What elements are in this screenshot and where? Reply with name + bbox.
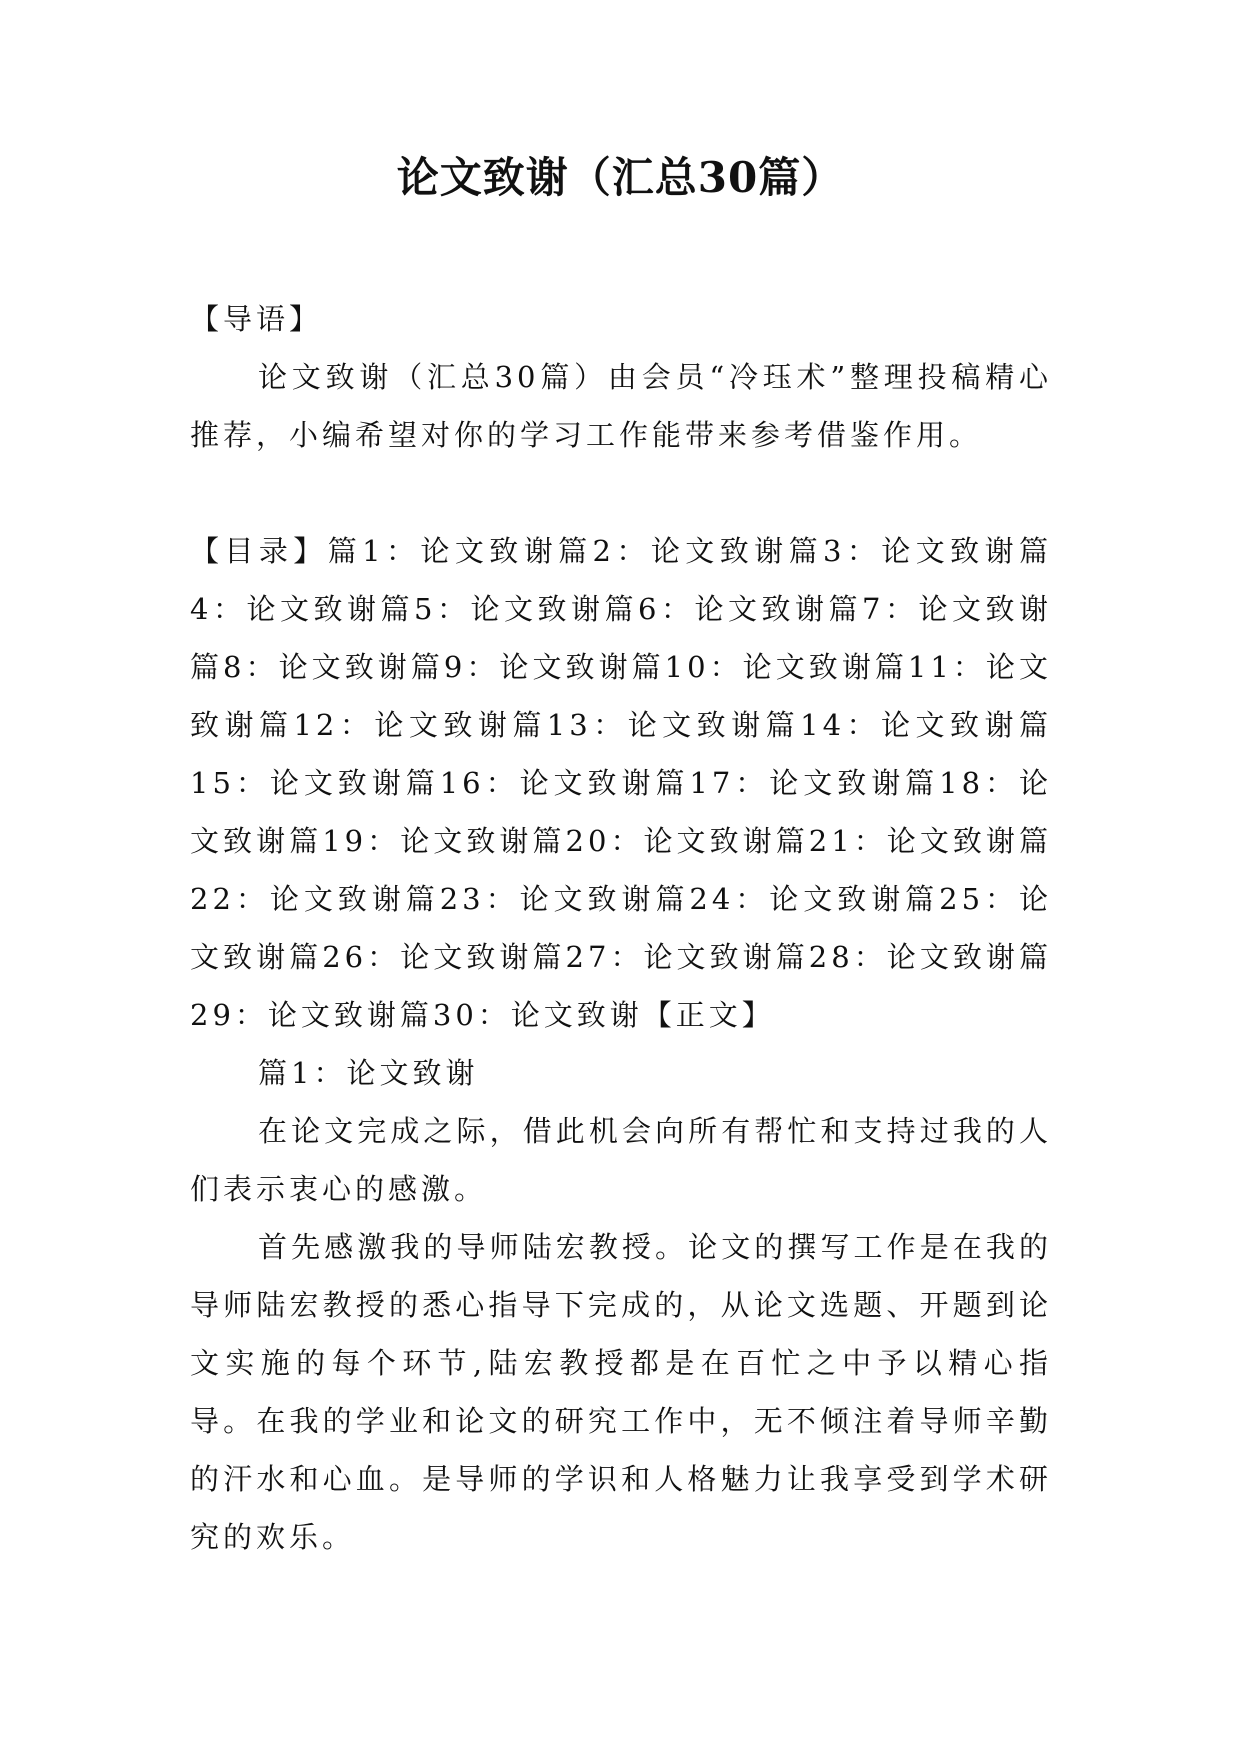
body-paragraph-1: 在论文完成之际，借此机会向所有帮忙和支持过我的人们表示衷心的感激。	[190, 1114, 1052, 1206]
intro-heading: 【导语】	[190, 302, 323, 336]
document-body	[190, 290, 1052, 1566]
table-of-contents: 【目录】篇1：论文致谢篇2：论文致谢篇3：论文致谢篇4：论文致谢篇5：论文致谢篇6：论文致谢篇7：论文致谢篇8：论文致谢篇9：论文致谢篇10：论文致谢篇11：论文致谢篇12：论文致谢篇13：论文致谢篇14：论文致谢篇15：论文致谢篇16：论文致谢篇17：论文致谢篇18：论文致谢篇19：论文致谢篇20：论文致谢篇21：论文致谢篇22：论文致谢篇23：论文致谢篇24：论文致谢篇25：论文致谢篇26：论文致谢篇27：论文致谢篇28：论文致谢篇29：论文致谢篇30：论文致谢【正文】	[190, 534, 1052, 1032]
document-title: 论文致谢（汇总30篇）	[396, 153, 845, 202]
section-heading: 篇1：论文致谢	[258, 1056, 479, 1090]
paragraph-spacer	[190, 464, 1052, 522]
intro-paragraph: 论文致谢（汇总30篇）由会员“冷珏术”整理投稿精心推荐，小编希望对你的学习工作能带来参考借鉴作用。	[190, 360, 1052, 452]
body-paragraph-2: 首先感激我的导师陆宏教授。论文的撰写工作是在我的导师陆宏教授的悉心指导下完成的，从论文选题、开题到论文实施的每个环节,陆宏教授都是在百忙之中予以精心指导。在我的学业和论文的研究工作中，无不倾注着导师辛勤的汗水和心血。是导师的学识和人格魅力让我享受到学术研究的欢乐。	[190, 1230, 1052, 1554]
